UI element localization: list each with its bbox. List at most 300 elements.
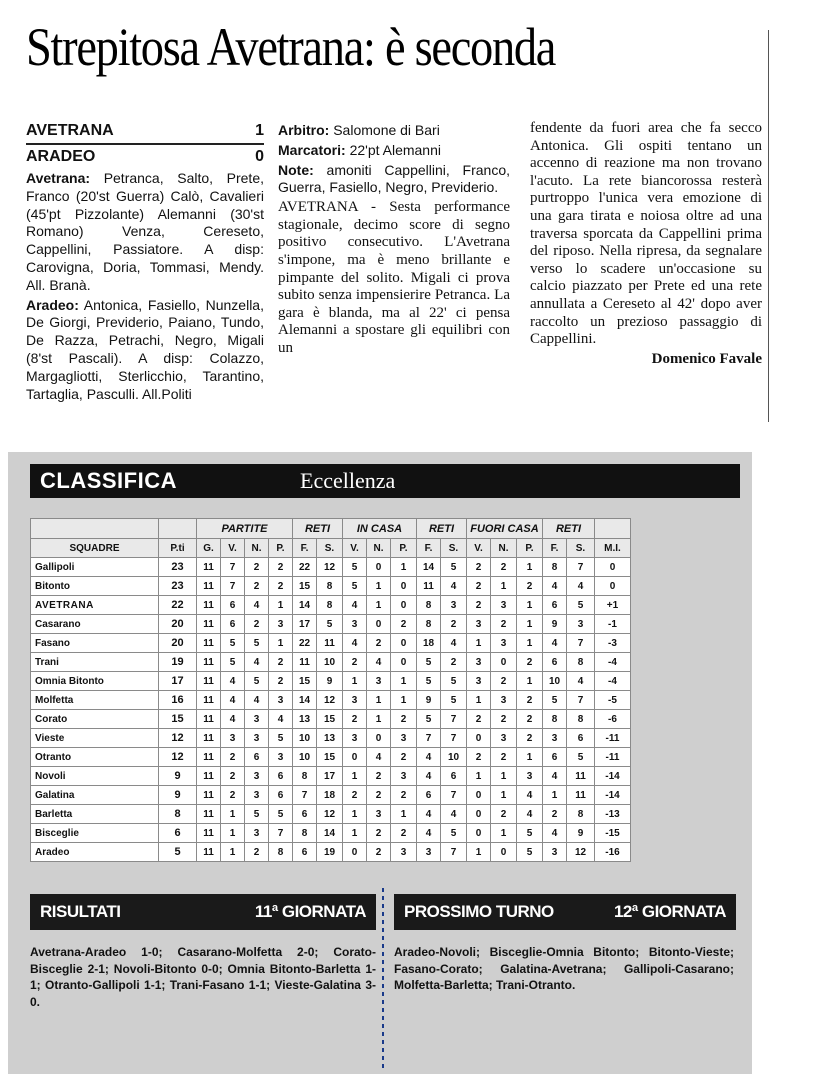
stat-cell: -4 <box>595 672 631 691</box>
stat-cell: 3 <box>221 729 245 748</box>
column-header: N. <box>491 539 517 558</box>
stat-cell: 6 <box>543 653 567 672</box>
stat-cell: 2 <box>517 691 543 710</box>
stat-cell: 1 <box>367 577 391 596</box>
stat-cell: 6 <box>245 748 269 767</box>
stat-cell: 2 <box>367 843 391 862</box>
team-points: 22 <box>159 596 197 615</box>
stat-cell: 4 <box>441 577 467 596</box>
stat-cell: 2 <box>221 767 245 786</box>
stat-cell: 1 <box>343 767 367 786</box>
stat-cell: -14 <box>595 786 631 805</box>
article-body-1: AVETRANA - Sesta performance stagionale, decimo score di segno positivo consecutivo. L'Avetrana s'impone, ma è meno brillante e pimpante del solito. Migali ci prova subito senza impensierire Petranca. La gara è blanda, ma al 22' ci pensa Alemanni a spostare gli equilibri con un <box>278 199 510 356</box>
stat-cell: 18 <box>317 786 343 805</box>
stat-cell: 11 <box>197 786 221 805</box>
stat-cell: 5 <box>317 615 343 634</box>
stat-cell: 5 <box>441 672 467 691</box>
stat-cell: 2 <box>391 748 417 767</box>
dotted-divider <box>382 888 384 1068</box>
stat-cell: 11 <box>197 748 221 767</box>
stat-cell: 5 <box>441 558 467 577</box>
team-name: Novoli <box>31 767 159 786</box>
column-header: F. <box>417 539 441 558</box>
stat-cell: 4 <box>417 748 441 767</box>
stat-cell: 2 <box>367 767 391 786</box>
table-row <box>31 691 631 710</box>
table-row <box>31 634 631 653</box>
stat-cell: 8 <box>567 805 595 824</box>
team-name: Barletta <box>31 805 159 824</box>
stat-cell: 11 <box>197 710 221 729</box>
stat-cell: 4 <box>543 824 567 843</box>
stat-cell: 4 <box>367 748 391 767</box>
stat-cell: 14 <box>293 691 317 710</box>
stat-cell: 2 <box>517 729 543 748</box>
stat-cell: 6 <box>221 596 245 615</box>
stat-cell: 11 <box>197 729 221 748</box>
stat-cell: -3 <box>595 634 631 653</box>
table-row <box>31 805 631 824</box>
table-row <box>31 672 631 691</box>
stat-cell: 10 <box>293 748 317 767</box>
stat-cell: 0 <box>391 634 417 653</box>
stat-cell: 6 <box>441 767 467 786</box>
stat-cell: 1 <box>517 615 543 634</box>
stat-cell: 2 <box>391 615 417 634</box>
notes <box>278 162 510 198</box>
stat-cell: 2 <box>491 805 517 824</box>
stat-cell: 13 <box>317 729 343 748</box>
stat-cell: 2 <box>467 577 491 596</box>
stat-cell: 11 <box>567 767 595 786</box>
stat-cell: 1 <box>517 634 543 653</box>
stat-cell: 3 <box>367 805 391 824</box>
column-rule <box>768 30 769 422</box>
stat-cell: 1 <box>221 824 245 843</box>
group-header-row <box>31 519 631 539</box>
stat-cell: 12 <box>317 691 343 710</box>
stat-cell: +1 <box>595 596 631 615</box>
table-row <box>31 824 631 843</box>
stat-cell: 4 <box>343 634 367 653</box>
table-row <box>31 558 631 577</box>
stat-cell: 11 <box>197 843 221 862</box>
stat-cell: 1 <box>391 558 417 577</box>
stat-cell: 8 <box>417 596 441 615</box>
stat-cell: 2 <box>367 634 391 653</box>
notes-label: Note: <box>278 161 314 178</box>
stat-cell: 4 <box>517 786 543 805</box>
article-column-2 <box>278 120 510 358</box>
stat-cell: 2 <box>491 710 517 729</box>
stat-cell: 3 <box>543 843 567 862</box>
stat-cell: 1 <box>343 805 367 824</box>
stat-cell: 2 <box>491 558 517 577</box>
stat-cell: 3 <box>343 615 367 634</box>
stat-cell: 5 <box>245 672 269 691</box>
stat-cell: 13 <box>293 710 317 729</box>
stat-cell: -5 <box>595 691 631 710</box>
stat-cell: 5 <box>343 577 367 596</box>
stat-cell: 2 <box>441 615 467 634</box>
stat-cell: 1 <box>221 805 245 824</box>
lineup-away-label: Aradeo: <box>26 296 79 313</box>
stat-cell: 11 <box>417 577 441 596</box>
table-row <box>31 577 631 596</box>
stat-cell: 0 <box>343 843 367 862</box>
next-round-text: Aradeo-Novoli; Bisceglie-Omnia Bitonto; Bitonto-Vieste; Fasano-Corato; Galatina-Avetrana; Gallipoli-Casarano; Molfetta-Barletta; Trani-Otranto. <box>394 945 734 992</box>
stat-cell: 1 <box>391 805 417 824</box>
column-header: V. <box>221 539 245 558</box>
column-header: M.I. <box>595 539 631 558</box>
team-points: 15 <box>159 710 197 729</box>
stat-cell: 0 <box>367 615 391 634</box>
scorers-text: 22'pt Alemanni <box>349 141 441 158</box>
team-points: 17 <box>159 672 197 691</box>
stat-cell: 3 <box>491 729 517 748</box>
stat-cell: 2 <box>245 558 269 577</box>
stat-cell: 2 <box>517 577 543 596</box>
stat-cell: 3 <box>467 653 491 672</box>
stat-cell: 8 <box>293 824 317 843</box>
stat-cell: 0 <box>467 729 491 748</box>
stat-cell: 3 <box>269 615 293 634</box>
stat-cell: 2 <box>491 615 517 634</box>
team-name: Galatina <box>31 786 159 805</box>
lineup-home-text: Petranca, Salto, Prete, Franco (20'st Guerra) Calò, Cavalieri (45'pt Pizzolante) Alemanni (30'st Romano) Venza, Cereseto, Cappellini, Passiatore. A disp: Carovigna, Doria, Tommasi, Mendy. All. Branà. <box>26 170 265 293</box>
stat-cell: 3 <box>543 729 567 748</box>
stat-cell: 7 <box>441 786 467 805</box>
stat-cell: 12 <box>567 843 595 862</box>
stat-cell: 6 <box>417 786 441 805</box>
stat-cell: 2 <box>343 710 367 729</box>
stat-cell: 15 <box>317 710 343 729</box>
stat-cell: 3 <box>269 691 293 710</box>
stat-cell: 2 <box>491 672 517 691</box>
stat-cell: 2 <box>221 786 245 805</box>
team-name: Otranto <box>31 748 159 767</box>
stat-cell: 2 <box>367 786 391 805</box>
stat-cell: 3 <box>517 767 543 786</box>
stat-cell: 5 <box>417 653 441 672</box>
stat-cell: 5 <box>269 729 293 748</box>
table-row <box>31 596 631 615</box>
stat-cell: 4 <box>221 691 245 710</box>
stat-cell: 17 <box>293 615 317 634</box>
stat-cell: 8 <box>417 615 441 634</box>
stat-cell: 7 <box>441 843 467 862</box>
group-spacer <box>595 519 631 539</box>
column-header: P. <box>269 539 293 558</box>
stat-cell: 14 <box>417 558 441 577</box>
stat-cell: 15 <box>293 672 317 691</box>
stat-cell: 10 <box>293 729 317 748</box>
stat-cell: 7 <box>269 824 293 843</box>
scorers-label: Marcatori: <box>278 141 346 158</box>
stat-cell: 0 <box>595 558 631 577</box>
stat-cell: -11 <box>595 748 631 767</box>
stat-cell: 4 <box>245 653 269 672</box>
stat-cell: -16 <box>595 843 631 862</box>
stat-cell: 1 <box>491 577 517 596</box>
table-row <box>31 615 631 634</box>
stat-cell: 3 <box>245 786 269 805</box>
stat-cell: 1 <box>467 767 491 786</box>
article-column-3 <box>530 120 762 368</box>
team-points: 6 <box>159 824 197 843</box>
stat-cell: 2 <box>343 786 367 805</box>
stat-cell: 3 <box>343 729 367 748</box>
stat-cell: 4 <box>543 767 567 786</box>
stat-cell: 4 <box>567 577 595 596</box>
stat-cell: 12 <box>317 805 343 824</box>
stat-cell: 11 <box>197 824 221 843</box>
column-header: N. <box>367 539 391 558</box>
stat-cell: 7 <box>567 634 595 653</box>
stat-cell: 3 <box>467 615 491 634</box>
column-header: F. <box>543 539 567 558</box>
stat-cell: 2 <box>343 653 367 672</box>
stat-cell: 1 <box>491 824 517 843</box>
column-header: P. <box>391 539 417 558</box>
notes-text: amoniti Cappellini, Franco, Guerra, Fasiello, Negro, Previderio. <box>278 161 510 196</box>
team-points: 20 <box>159 634 197 653</box>
stat-cell: 5 <box>441 691 467 710</box>
stat-cell: 2 <box>391 824 417 843</box>
stat-cell: -14 <box>595 767 631 786</box>
next-round-label: PROSSIMO TURNO <box>404 902 554 921</box>
stat-cell: 1 <box>343 824 367 843</box>
stat-cell: 1 <box>467 843 491 862</box>
stat-cell: 4 <box>367 653 391 672</box>
table-row <box>31 843 631 862</box>
team-name: Omnia Bitonto <box>31 672 159 691</box>
lineup-away <box>26 297 264 404</box>
stat-cell: 10 <box>543 672 567 691</box>
stat-cell: 11 <box>293 653 317 672</box>
stat-cell: 1 <box>517 672 543 691</box>
stat-cell: -4 <box>595 653 631 672</box>
column-header: P. <box>517 539 543 558</box>
stat-cell: 2 <box>467 558 491 577</box>
team-name: AVETRANA <box>31 596 159 615</box>
stat-cell: 1 <box>269 596 293 615</box>
stat-cell: 3 <box>491 596 517 615</box>
team-points: 23 <box>159 577 197 596</box>
group-header: IN CASA <box>343 519 417 539</box>
stat-cell: 1 <box>367 691 391 710</box>
author: Domenico Favale <box>651 350 762 367</box>
team-points: 5 <box>159 843 197 862</box>
stat-cell: 5 <box>417 672 441 691</box>
stat-cell: 4 <box>417 824 441 843</box>
results-round: 11ª GIORNATA <box>254 902 366 921</box>
stat-cell: 2 <box>367 824 391 843</box>
stat-cell: 8 <box>269 843 293 862</box>
stat-cell: 3 <box>245 824 269 843</box>
stat-cell: 5 <box>441 824 467 843</box>
stat-cell: 2 <box>269 653 293 672</box>
stat-cell: 4 <box>269 710 293 729</box>
stat-cell: 10 <box>441 748 467 767</box>
stat-cell: 10 <box>317 653 343 672</box>
stat-cell: 3 <box>467 672 491 691</box>
stat-cell: 14 <box>293 596 317 615</box>
lineup-away-text: Antonica, Fasiello, Nunzella, De Giorgi, Previderio, Paiano, Tundo, De Razza, Petrachi, Negro, Migali (8'st Pascali). A disp: Colazzo, Margagliotti, Sterlicchio, Tarantino, Tartaglia, Pasculli. All.Politi <box>26 296 264 402</box>
stat-cell: 3 <box>245 767 269 786</box>
team-name: Molfetta <box>31 691 159 710</box>
team-name: Gallipoli <box>31 558 159 577</box>
column-header: S. <box>567 539 595 558</box>
stat-cell: 0 <box>391 577 417 596</box>
stat-cell: 1 <box>367 596 391 615</box>
stat-cell: 4 <box>417 767 441 786</box>
standings-body <box>31 558 631 862</box>
stat-cell: 11 <box>197 615 221 634</box>
group-header: RETI <box>543 519 595 539</box>
stat-cell: 7 <box>221 577 245 596</box>
next-round-bar <box>394 894 736 930</box>
column-header: V. <box>467 539 491 558</box>
stat-cell: 2 <box>269 577 293 596</box>
team-points: 16 <box>159 691 197 710</box>
article-body-2: fendente da fuori area che fa secco Antonica. Gli ospiti tentano un accenno di reazione ma non trovano l'acuto. La rete biancorossa resterà purtroppo l'unica vera emozione di una gara tirata e noiosa oltre ad una traversa sporcata da Cappellini prima del riposo. Nella ripresa, da segnalare verso lo scadere un'occasione su calcio piazzato per Prete ed una rete annullata a Cereseto al 42' dopo aver raccolto un prezioso passaggio di Cappellini. <box>530 120 762 348</box>
stat-cell: 4 <box>221 710 245 729</box>
column-header: SQUADRE <box>31 539 159 558</box>
team-points: 23 <box>159 558 197 577</box>
stat-cell: 2 <box>517 653 543 672</box>
stat-cell: 1 <box>543 786 567 805</box>
away-goals: 0 <box>255 148 264 165</box>
lineup-home-label: Avetrana: <box>26 170 91 186</box>
stat-cell: 1 <box>491 786 517 805</box>
stat-cell: 2 <box>245 615 269 634</box>
away-team: ARADEO <box>26 148 96 165</box>
stat-cell: 6 <box>567 729 595 748</box>
stat-cell: 6 <box>221 615 245 634</box>
column-header-row <box>31 539 631 558</box>
team-name: Fasano <box>31 634 159 653</box>
stat-cell: 11 <box>197 558 221 577</box>
table-row <box>31 767 631 786</box>
stat-cell: 0 <box>467 805 491 824</box>
column-header: S. <box>441 539 467 558</box>
score-row-away <box>26 146 264 168</box>
stat-cell: 14 <box>317 824 343 843</box>
stat-cell: 3 <box>441 596 467 615</box>
stat-cell: 22 <box>293 634 317 653</box>
stat-cell: 2 <box>245 843 269 862</box>
stat-cell: 11 <box>197 767 221 786</box>
stat-cell: 5 <box>221 653 245 672</box>
stat-cell: 4 <box>221 672 245 691</box>
standings-title: CLASSIFICA <box>40 468 177 493</box>
stat-cell: 2 <box>245 577 269 596</box>
stat-cell: 2 <box>543 805 567 824</box>
stat-cell: 2 <box>517 710 543 729</box>
stat-cell: 2 <box>491 748 517 767</box>
team-points: 8 <box>159 805 197 824</box>
stat-cell: 11 <box>197 577 221 596</box>
stat-cell: 11 <box>197 596 221 615</box>
stat-cell: 8 <box>543 710 567 729</box>
stat-cell: 4 <box>343 596 367 615</box>
stat-cell: 12 <box>317 558 343 577</box>
stat-cell: -6 <box>595 710 631 729</box>
standings-table <box>30 518 631 862</box>
stat-cell: 7 <box>293 786 317 805</box>
stat-cell: 7 <box>417 729 441 748</box>
stat-cell: 1 <box>467 634 491 653</box>
stat-cell: 4 <box>441 805 467 824</box>
stat-cell: 6 <box>293 805 317 824</box>
stat-cell: 6 <box>269 767 293 786</box>
stat-cell: 5 <box>417 710 441 729</box>
referee <box>278 122 510 140</box>
results-bar <box>30 894 376 930</box>
table-row <box>31 653 631 672</box>
table-row <box>31 748 631 767</box>
stat-cell: 0 <box>467 786 491 805</box>
group-header: FUORI CASA <box>467 519 543 539</box>
stat-cell: 3 <box>491 634 517 653</box>
stat-cell: 15 <box>293 577 317 596</box>
home-team: AVETRANA <box>26 122 114 139</box>
stat-cell: 18 <box>417 634 441 653</box>
stat-cell: 8 <box>567 710 595 729</box>
lineup-home <box>26 170 264 295</box>
column-header: N. <box>245 539 269 558</box>
stat-cell: 3 <box>269 748 293 767</box>
team-points: 9 <box>159 767 197 786</box>
stat-cell: 3 <box>245 710 269 729</box>
stat-cell: 1 <box>517 596 543 615</box>
stat-cell: 1 <box>467 691 491 710</box>
column-header: F. <box>293 539 317 558</box>
stat-cell: 0 <box>491 843 517 862</box>
column-header: G. <box>197 539 221 558</box>
stat-cell: 9 <box>567 824 595 843</box>
group-header: RETI <box>417 519 467 539</box>
stat-cell: 0 <box>367 558 391 577</box>
stat-cell: 11 <box>567 786 595 805</box>
stat-cell: 7 <box>221 558 245 577</box>
headline: Strepitosa Avetrana: è seconda <box>26 17 556 77</box>
group-header: PARTITE <box>197 519 293 539</box>
standings-header <box>30 464 740 498</box>
stat-cell: 4 <box>567 672 595 691</box>
team-points: 12 <box>159 748 197 767</box>
next-round-round: 12ª GIORNATA <box>613 902 726 921</box>
stat-cell: 5 <box>543 691 567 710</box>
stat-cell: 6 <box>269 786 293 805</box>
stat-cell: 8 <box>317 577 343 596</box>
stat-cell: -13 <box>595 805 631 824</box>
stat-cell: 5 <box>221 634 245 653</box>
stat-cell: 2 <box>221 748 245 767</box>
team-name: Aradeo <box>31 843 159 862</box>
team-points: 20 <box>159 615 197 634</box>
table-row <box>31 729 631 748</box>
stat-cell: -11 <box>595 729 631 748</box>
stat-cell: 11 <box>197 653 221 672</box>
column-header: S. <box>317 539 343 558</box>
standings-subtitle: Eccellenza <box>300 468 396 493</box>
stat-cell: 1 <box>391 672 417 691</box>
standings-panel <box>8 452 752 1074</box>
referee-text: Salomone di Bari <box>333 122 440 138</box>
team-name: Corato <box>31 710 159 729</box>
